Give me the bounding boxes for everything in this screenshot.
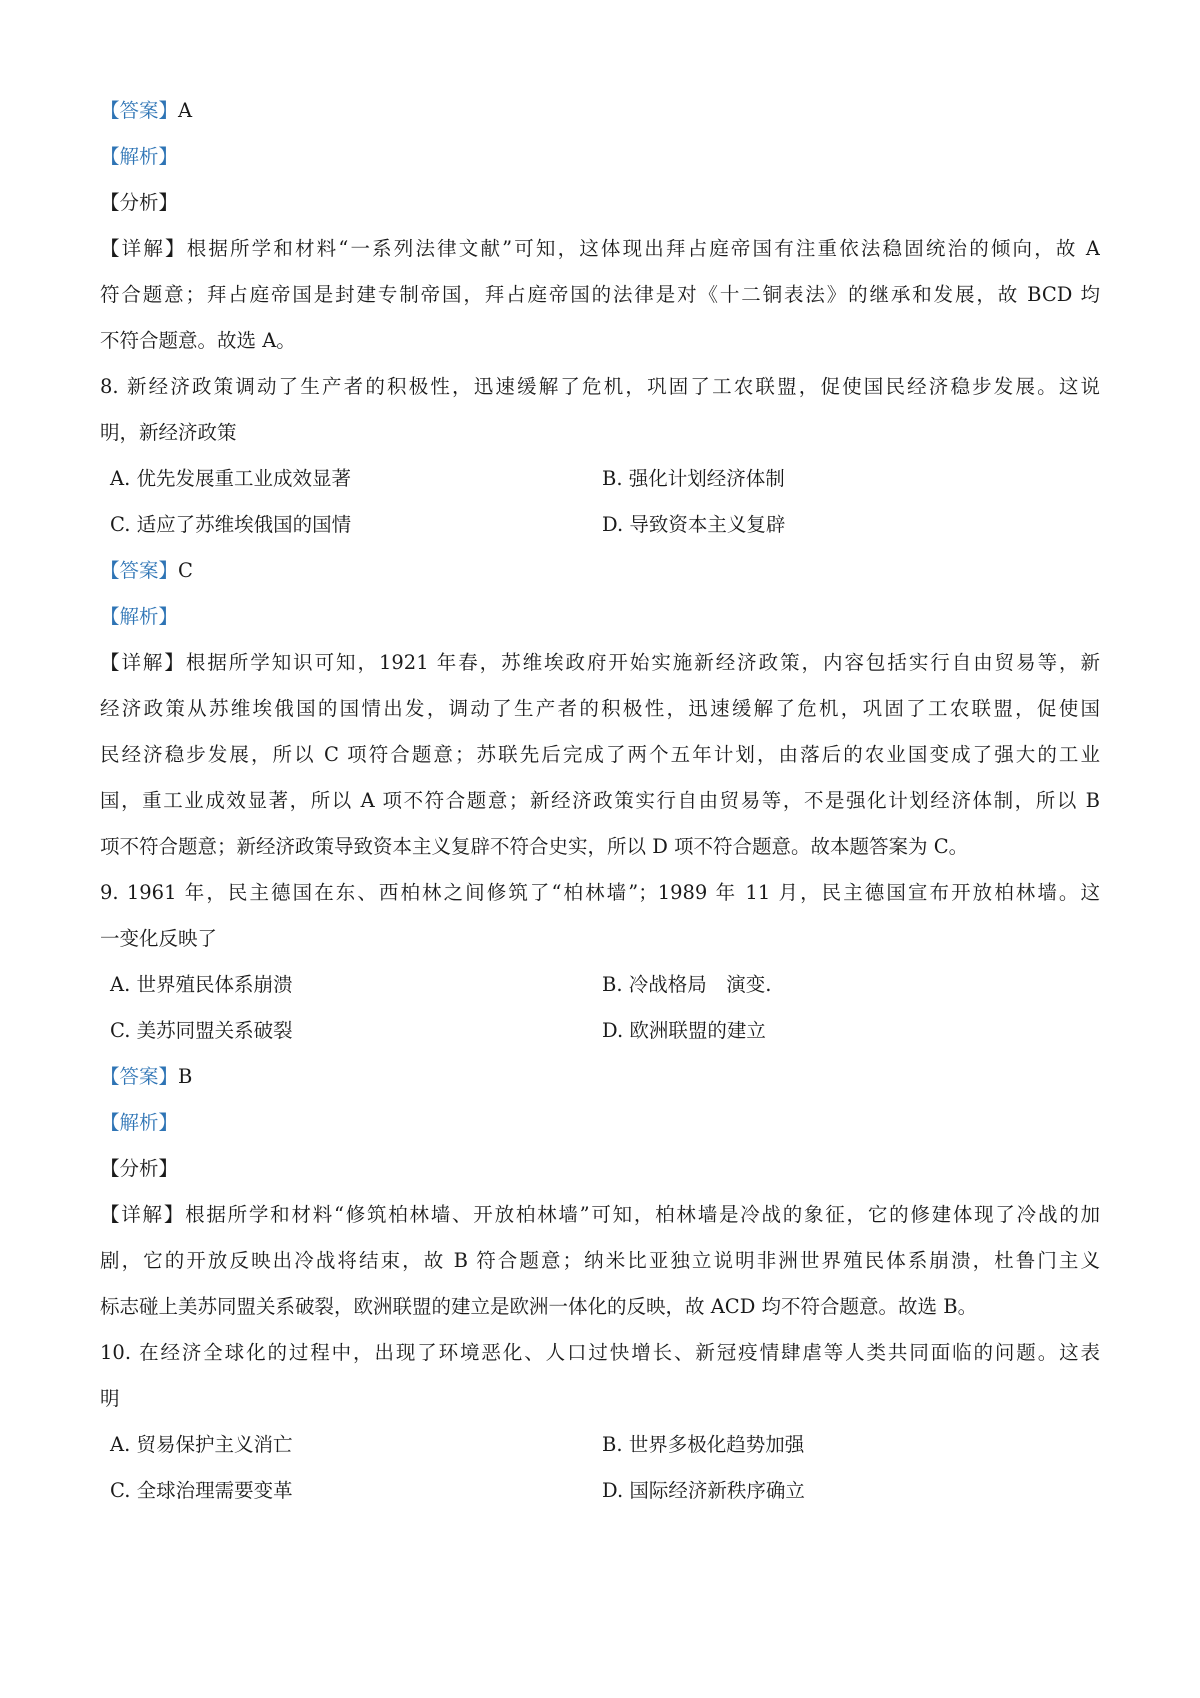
- detail-line: 【详解】根据所学和材料“修筑柏林墙、开放柏林墙”可知，柏林墙是冷战的象征，它的修建体现了冷战的加: [100, 1203, 1100, 1226]
- answer-line: [100, 548, 1100, 594]
- detail-line: 不符合题意。故选 A。: [100, 329, 296, 352]
- option-c: C. 美苏同盟关系破裂: [110, 1019, 293, 1042]
- answer-line: [100, 88, 1100, 134]
- question-stem: 8. 新经济政策调动了生产者的积极性，迅速缓解了危机，巩固了工农联盟，促使国民经济稳步发展。这说: [100, 375, 1100, 398]
- detail-line: 经济政策从苏维埃俄国的国情出发，调动了生产者的积极性，迅速缓解了危机，巩固了工农联盟，促使国: [100, 697, 1100, 720]
- document-page: [100, 88, 1100, 1514]
- option-d: D. 欧洲联盟的建立: [602, 1019, 766, 1042]
- detail-line: 剧，它的开放反映出冷战将结束，故 B 符合题意；纳米比亚独立说明非洲世界殖民体系崩溃，杜鲁门主义: [100, 1249, 1100, 1272]
- detail-line: 国，重工业成效显著，所以 A 项不符合题意；新经济政策实行自由贸易等，不是强化计划经济体制，所以 B: [100, 789, 1100, 812]
- fenxi-heading: 【分析】: [100, 1157, 179, 1180]
- option-c: C. 适应了苏维埃俄国的国情: [110, 513, 352, 536]
- detail-tag: 【详解】: [100, 651, 186, 674]
- question-stem: 10. 在经济全球化的过程中，出现了环境恶化、人口过快增长、新冠疫情肆虐等人类共同面临的问题。这表: [100, 1341, 1100, 1364]
- option-c: C. 全球治理需要变革: [110, 1479, 293, 1502]
- detail-line: 【详解】根据所学知识可知，1921 年春，苏维埃政府开始实施新经济政策，内容包括实行自由贸易等，新: [100, 651, 1100, 674]
- option-d: D. 国际经济新秩序确立: [602, 1479, 805, 1502]
- detail-line: 符合题意；拜占庭帝国是封建专制帝国，拜占庭帝国的法律是对《十二铜表法》的继承和发展，故 BCD 均: [100, 283, 1100, 306]
- answer-tag: 【答案】: [100, 1065, 179, 1088]
- jiexi-heading: 【解析】: [100, 145, 179, 168]
- option-row: [100, 962, 1100, 1008]
- detail-line: 民经济稳步发展，所以 C 项符合题意；苏联先后完成了两个五年计划，由落后的农业国变成了强大的工业: [100, 743, 1100, 766]
- question-stem: 一变化反映了: [100, 927, 218, 950]
- question-stem: 明，新经济政策: [100, 421, 237, 444]
- answer-value: A: [178, 99, 193, 122]
- answer-tag: 【答案】: [100, 559, 179, 582]
- option-row: [100, 456, 1100, 502]
- answer-value: B: [178, 1065, 193, 1088]
- jiexi-heading: 【解析】: [100, 605, 179, 628]
- detail-tag: 【详解】: [100, 1203, 186, 1226]
- jiexi-heading: 【解析】: [100, 1111, 179, 1134]
- option-b: B. 冷战格局 演变.: [602, 973, 772, 996]
- option-row: [100, 1422, 1100, 1468]
- answer-tag: 【答案】: [100, 99, 179, 122]
- option-row: [100, 1008, 1100, 1054]
- option-row: [100, 1468, 1100, 1514]
- option-d: D. 导致资本主义复辟: [602, 513, 786, 536]
- detail-tag: 【详解】: [100, 237, 187, 260]
- option-a: A. 优先发展重工业成效显著: [110, 467, 351, 490]
- detail-line: 【详解】根据所学和材料“一系列法律文献”可知，这体现出拜占庭帝国有注重依法稳固统治的倾向，故 A: [100, 237, 1100, 260]
- fenxi-heading: 【分析】: [100, 191, 179, 214]
- option-a: A. 贸易保护主义消亡: [110, 1433, 293, 1456]
- detail-line: 项不符合题意；新经济政策导致资本主义复辟不符合史实，所以 D 项不符合题意。故本题答案为 C。: [100, 835, 969, 858]
- option-b: B. 强化计划经济体制: [602, 467, 785, 490]
- option-b: B. 世界多极化趋势加强: [602, 1433, 805, 1456]
- question-stem: 明: [100, 1387, 120, 1410]
- option-a: A. 世界殖民体系崩溃: [110, 973, 293, 996]
- answer-line: [100, 1054, 1100, 1100]
- option-row: [100, 502, 1100, 548]
- detail-line: 标志碰上美苏同盟关系破裂，欧洲联盟的建立是欧洲一体化的反映，故 ACD 均不符合题意。故选 B。: [100, 1295, 978, 1318]
- answer-value: C: [178, 559, 193, 582]
- question-stem: 9. 1961 年，民主德国在东、西柏林之间修筑了“柏林墙”；1989 年 11 月，民主德国宣布开放柏林墙。这: [100, 881, 1100, 904]
